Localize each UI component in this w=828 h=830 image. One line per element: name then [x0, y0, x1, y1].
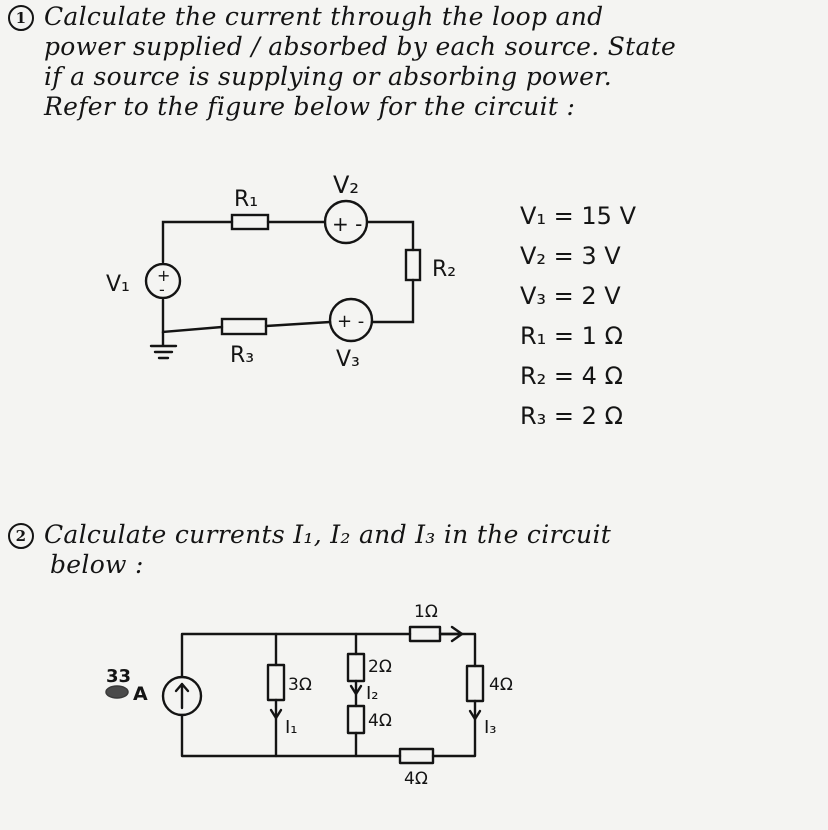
label-2ohm: 2Ω	[368, 657, 392, 677]
resistor-4ohm-right	[467, 666, 483, 701]
label-r3: R₃	[230, 343, 255, 368]
question-1-number: 1	[8, 5, 34, 31]
resistor-3ohm	[268, 665, 284, 700]
value-v3: V₃ = 2 V	[520, 282, 621, 310]
resistor-bottom-4ohm	[400, 749, 433, 763]
question-1-line-3: if a source is supplying or absorbing power.	[44, 62, 612, 91]
label-4ohm-right: 4Ω	[489, 675, 513, 695]
label-bottom-4ohm: 4Ω	[404, 769, 428, 789]
label-v1: V₁	[106, 272, 130, 297]
value-r1: R₁ = 1 Ω	[520, 322, 623, 350]
circuit-2-wire-bottom	[182, 701, 475, 756]
label-top-1ohm: 1Ω	[414, 602, 438, 622]
v2-polarity-label: + -	[332, 212, 363, 236]
source-unit: A	[133, 683, 148, 705]
value-v1: V₁ = 15 V	[520, 202, 636, 230]
question-2-line-1: 2 Calculate currents I₁, I₂ and I₃ in the circuit	[8, 520, 611, 550]
label-r2: R₂	[432, 257, 457, 282]
source-value: 33	[106, 666, 132, 687]
label-r1: R₁	[234, 187, 259, 212]
label-i2: I₂	[366, 683, 379, 704]
label-3ohm: 3Ω	[288, 675, 312, 695]
v1-plus-label: +	[157, 266, 171, 285]
v3-polarity-label: + -	[337, 311, 365, 332]
label-v2: V₂	[333, 171, 360, 199]
question-2-line-2: below :	[50, 550, 144, 579]
resistor-2ohm	[348, 654, 364, 681]
current-source-arrow	[176, 684, 188, 708]
top-current-arrow	[440, 627, 462, 641]
scribble-mark	[106, 686, 128, 698]
value-v2: V₂ = 3 V	[520, 242, 621, 270]
label-i3: I₃	[484, 717, 497, 738]
label-4ohm-middle: 4Ω	[368, 711, 392, 731]
resistor-4ohm-middle	[348, 706, 364, 733]
question-1-line-1: 1 Calculate the current through the loop and	[8, 2, 676, 32]
value-r2: R₂ = 4 Ω	[520, 362, 623, 390]
value-r3: R₃ = 2 Ω	[520, 402, 623, 430]
resistor-top-1ohm	[410, 627, 440, 641]
question-1-line-4: Refer to the figure below for the circuit :	[44, 92, 576, 121]
question-1-line-2: power supplied / absorbed by each source. State	[44, 32, 677, 61]
question-2-number: 2	[8, 523, 34, 549]
v1-minus-label: -	[159, 280, 165, 299]
label-i1: I₁	[285, 717, 298, 738]
label-v3: V₃	[336, 347, 360, 372]
